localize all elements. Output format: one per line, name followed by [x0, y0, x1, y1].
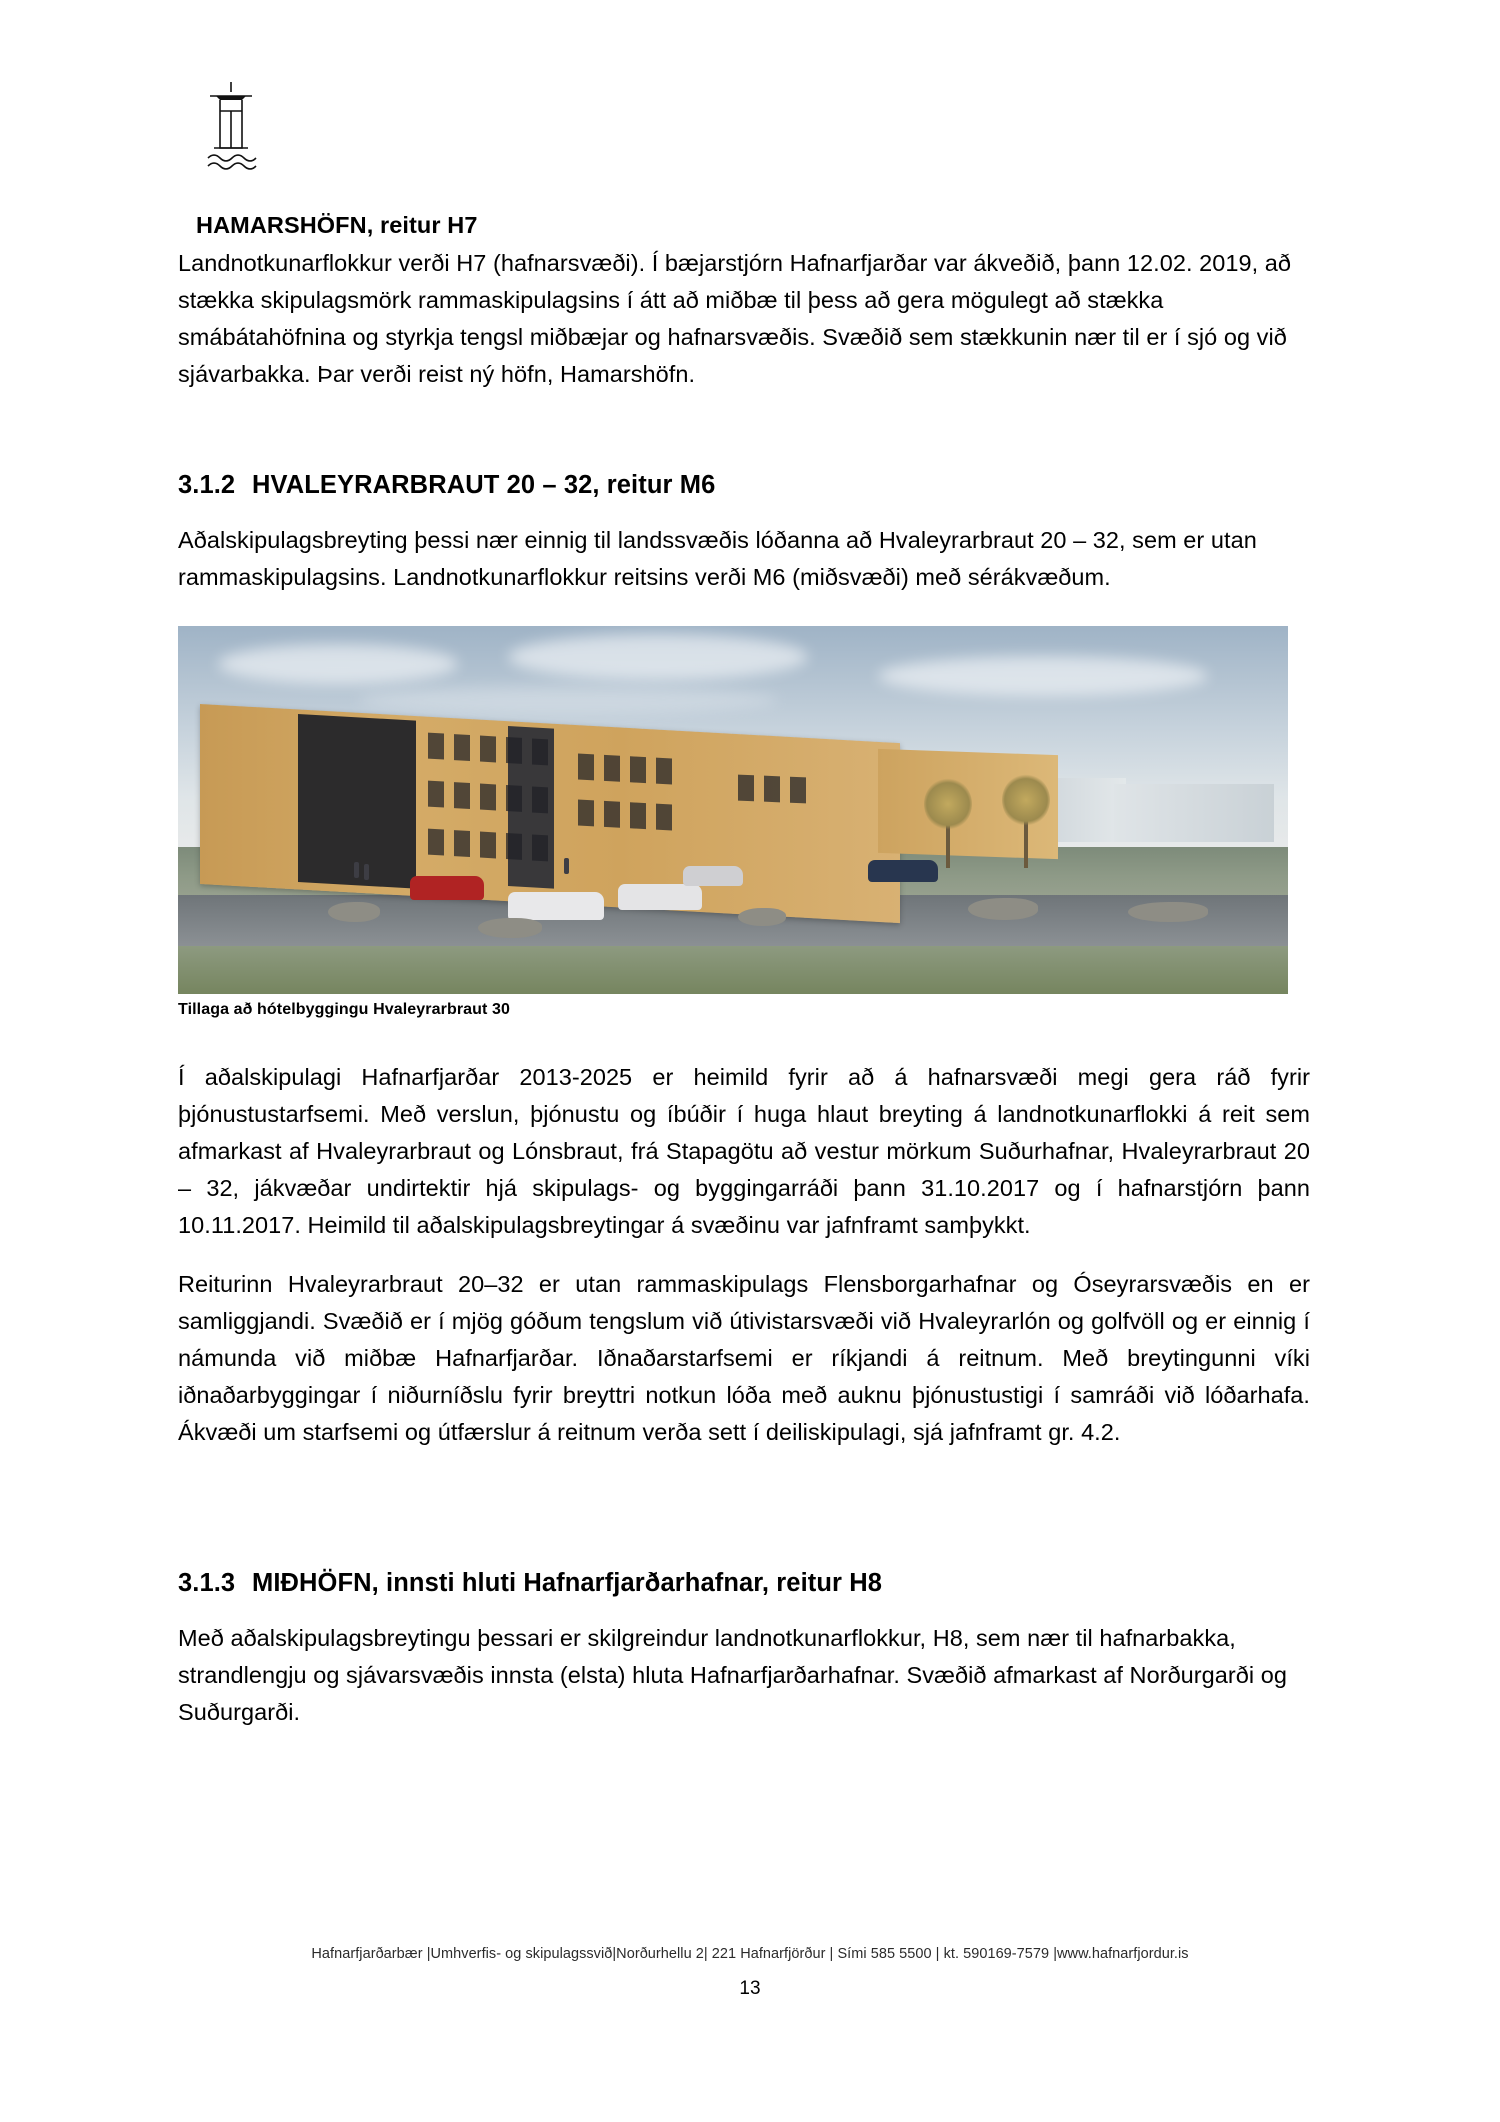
footer-contact-line: Hafnarfjarðarbær |Umhverfis- og skipulagssvið|Norðurhellu 2| 221 Hafnarfjörður | Sími 585 5500 | kt. 590169-7579 |www.hafnarfjordur.is	[311, 1946, 1189, 1962]
person	[564, 858, 569, 874]
spacer	[178, 1019, 1310, 1059]
page-number: 13	[739, 1978, 761, 1999]
figure-caption: Tillaga að hótelbyggingu Hvaleyrarbraut 30	[178, 1001, 510, 1018]
heading-hamarshofn: HAMARSHÖFN, reitur H7	[196, 212, 478, 238]
cloud	[358, 686, 778, 714]
heading-hvaleyrarbraut	[178, 471, 1310, 500]
rock	[968, 898, 1038, 920]
car	[410, 876, 484, 900]
section-title-312: HVALEYRARBRAUT 20 – 32, reitur M6	[252, 471, 716, 499]
page-footer	[0, 1946, 1500, 1962]
car	[508, 892, 604, 920]
spacer	[178, 393, 1310, 471]
tree	[1024, 818, 1028, 868]
rock	[738, 908, 786, 926]
figure-hotel-rendering	[178, 626, 1288, 1019]
rendering-image	[178, 626, 1288, 994]
paragraph-hvaleyrarbraut-intro: Aðalskipulagsbreyting þessi nær einnig til landssvæðis lóðanna að Hvaleyrarbraut 20 – 32, sem er utan rammaskipulagsins. Landnotkunarflokkur reitsins verði M6 (miðsvæði) með sérákvæðum.	[178, 527, 1257, 590]
person	[354, 862, 359, 878]
spacer	[178, 1451, 1310, 1569]
section-number-312: 3.1.2	[178, 471, 236, 499]
car	[618, 884, 702, 910]
section-title-313: MIÐHÖFN, innsti hluti Hafnarfjarðarhafnar, reitur H8	[252, 1569, 883, 1597]
section-number-313: 3.1.3	[178, 1569, 236, 1597]
person	[364, 864, 369, 880]
rock	[1128, 902, 1208, 922]
car	[683, 866, 743, 886]
cloud	[508, 634, 808, 680]
paragraph-hvaleyrarbraut-1: Í aðalskipulagi Hafnarfjarðar 2013-2025 er heimild fyrir að á hafnarsvæði megi gera ráð fyrir þjónustustarfsemi. Með verslun, þjónustu og íbúðir í huga hlaut breyting á landnotkunarflokki á reit sem afmarkast af Hvaleyrarbraut og Lónsbraut, frá Stapagötu að vestur mörkum Suðurhafnar, Hvaleyrarbraut 20 – 32, jákvæðar undirtektir hjá skipulags- og byggingarráði þann 31.10.2017 og í hafnarstjórn þann 10.11.2017. Heimild til aðalskipulagsbreytingar á svæðinu var jafnframt samþykkt.	[178, 1064, 1310, 1238]
spacer	[178, 1244, 1310, 1266]
paragraph-hamarshofn: Landnotkunarflokkur verði H7 (hafnarsvæði). Í bæjarstjórn Hafnarfjarðar var ákveðið, þann 12.02. 2019, að stækka skipulagsmörk rammaskipulagsins í átt að miðbæ til þess að gera mögulegt að stækka smábátahöfnina og styrkja tengsl miðbæjar og hafnarsvæðis. Svæðið sem stækkunin nær til er í sjó og við sjávarbakka. Þar verði reist ný höfn, Hamarshöfn.	[178, 250, 1291, 387]
document-content	[178, 212, 1310, 1731]
car	[868, 860, 938, 882]
window-row	[578, 754, 672, 785]
window-row	[578, 800, 672, 831]
paragraph-hvaleyrarbraut-2: Reiturinn Hvaleyrarbraut 20–32 er utan rammaskipulags Flensborgarhafnar og Óseyrarsvæðis en er samliggjandi. Svæðið er í mjög góðum tengslum við útivistarsvæði við Hvaleyrarlón og golfvöll og er einnig í námunda við miðbæ Hafnarfjarðar. Iðnaðarstarfsemi er ríkjandi á reitnum. Með breytingunni víki iðnaðarbyggingar í niðurníðslu fyrir breyttri notkun lóða með auknu þjónustustigi í samráði við lóðarhafa. Ákvæði um starfsemi og útfærslur á reitnum verða sett í deiliskipulagi, sjá jafnframt gr. 4.2.	[178, 1271, 1310, 1445]
window-row	[738, 775, 806, 804]
rock	[328, 902, 380, 922]
rock	[478, 918, 542, 938]
tree	[946, 822, 950, 868]
paragraph-midhofn: Með aðalskipulagsbreytingu þessari er skilgreindur landnotkunarflokkur, H8, sem nær til hafnarbakka, strandlengju og sjávarsvæðis innsta (elsta) hluta Hafnarfjarðarhafnar. Svæðið afmarkast af Norðurgarði og Suðurgarði.	[178, 1625, 1288, 1725]
cloud	[218, 644, 458, 684]
lighthouse-logo	[186, 78, 276, 178]
background-building	[1114, 784, 1274, 842]
foreground-grass	[178, 946, 1288, 994]
heading-midhofn	[178, 1569, 1310, 1598]
cloud	[878, 656, 1208, 696]
